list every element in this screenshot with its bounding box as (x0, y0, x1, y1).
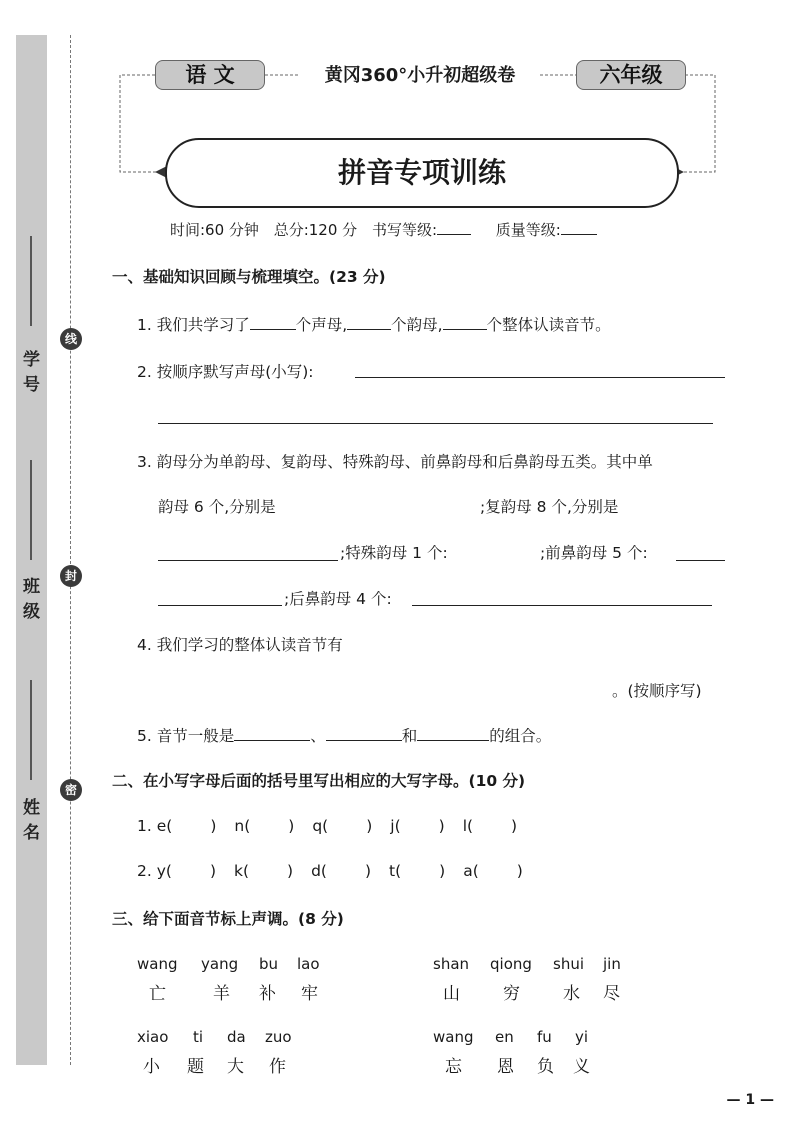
answer-line[interactable] (676, 560, 725, 561)
question-3-line-1: 3. 韵母分为单韵母、复韵母、特殊韵母、前鼻韵母和后鼻韵母五类。其中单 (137, 453, 653, 471)
seal-seal-mark: 封 (60, 565, 82, 587)
answer-line[interactable] (158, 605, 282, 606)
hanzi: 羊 (213, 984, 230, 1004)
answer-line[interactable] (355, 377, 725, 378)
hanzi: 题 (187, 1057, 204, 1077)
section-1-heading: 一、基础知识回顾与梳理填空。(23 分) (112, 268, 386, 286)
page-number: — 1 — (726, 1092, 774, 1108)
pinyin: lao (297, 955, 320, 973)
seal-secret-mark: 密 (60, 779, 82, 801)
class-label: 班级 (23, 577, 40, 622)
hanzi: 负 (537, 1057, 554, 1077)
pinyin: wang (137, 955, 178, 973)
answer-blank[interactable] (347, 315, 391, 330)
letters-row-2: 2. y( ) k( ) d( ) t( ) a( ) (137, 862, 523, 880)
name-label: 姓名 (23, 798, 40, 843)
answer-line[interactable] (158, 423, 713, 424)
question-2: 2. 按顺序默写声母(小写): (137, 363, 314, 381)
section-2-heading: 二、在小写字母后面的括号里写出相应的大写字母。(10 分) (112, 772, 526, 790)
question-5: 5. 音节一般是 、 和 的组合。 (137, 727, 552, 745)
class-line (30, 460, 32, 560)
question-4: 4. 我们学习的整体认读音节有 (137, 636, 343, 654)
letters-row-1: 1. e( ) n( ) q( ) j( ) l( ) (137, 817, 518, 835)
writing-grade: 书写等级: (372, 221, 481, 239)
question-4-note: 。(按顺序写) (612, 682, 702, 700)
seal-line-mark: 线 (60, 328, 82, 350)
name-line (30, 680, 32, 780)
question-3-line-3a: ;特殊韵母 1 个: (340, 544, 448, 562)
pinyin: jin (603, 955, 621, 973)
hanzi: 小 (143, 1057, 160, 1077)
pinyin: ti (193, 1028, 204, 1046)
hanzi: 穷 (503, 984, 520, 1004)
quality-grade: 质量等级: (496, 221, 607, 239)
question-1: 1. 我们共学习了 个声母, 个韵母, 个整体认读音节。 (137, 316, 611, 334)
hanzi: 牢 (301, 984, 318, 1004)
question-3-line-3b: ;前鼻韵母 5 个: (540, 544, 648, 562)
pinyin: da (227, 1028, 246, 1046)
pinyin: bu (259, 955, 279, 973)
series-title: 黄冈360°小升初超级卷 (324, 65, 516, 86)
exam-meta (170, 219, 690, 240)
pinyin: qiong (490, 955, 532, 973)
answer-blank[interactable] (326, 726, 402, 741)
hanzi: 义 (573, 1057, 590, 1077)
pinyin: shui (553, 955, 584, 973)
subject-tag: 语 文 (155, 60, 265, 90)
pinyin: wang (433, 1028, 474, 1046)
pinyin: en (495, 1028, 514, 1046)
pinyin: xiao (137, 1028, 169, 1046)
answer-blank[interactable] (234, 726, 310, 741)
page-title: 拼音专项训练 (337, 156, 506, 189)
hanzi: 亡 (149, 984, 166, 1004)
question-3-line-2a: 韵母 6 个,分别是 (158, 498, 276, 516)
answer-line[interactable] (412, 605, 712, 606)
hanzi: 山 (443, 984, 460, 1004)
grade-tag: 六年级 (576, 60, 686, 90)
hanzi: 尽 (603, 984, 620, 1004)
pinyin: fu (537, 1028, 552, 1046)
hanzi: 恩 (497, 1057, 514, 1077)
question-3-line-2b: ;复韵母 8 个,分别是 (480, 498, 619, 516)
exam-total: 总分:120 分 (273, 221, 358, 239)
answer-blank[interactable] (443, 315, 487, 330)
pinyin: shan (433, 955, 470, 973)
answer-line[interactable] (158, 560, 338, 561)
student-id-label: 学号 (23, 350, 40, 395)
hanzi: 水 (563, 984, 580, 1004)
section-3-heading: 三、给下面音节标上声调。(8 分) (112, 910, 344, 928)
hanzi: 忘 (445, 1057, 462, 1077)
hanzi: 作 (269, 1057, 286, 1077)
answer-blank[interactable] (250, 315, 296, 330)
pinyin: zuo (265, 1028, 292, 1046)
pinyin: yang (201, 955, 239, 973)
pinyin: yi (575, 1028, 589, 1046)
answer-blank[interactable] (417, 726, 489, 741)
hanzi: 大 (227, 1057, 244, 1077)
hanzi: 补 (259, 984, 276, 1004)
student-id-line (30, 236, 32, 326)
exam-time: 时间:60 分钟 (170, 221, 259, 239)
question-3-line-4a: ;后鼻韵母 4 个: (284, 590, 392, 608)
